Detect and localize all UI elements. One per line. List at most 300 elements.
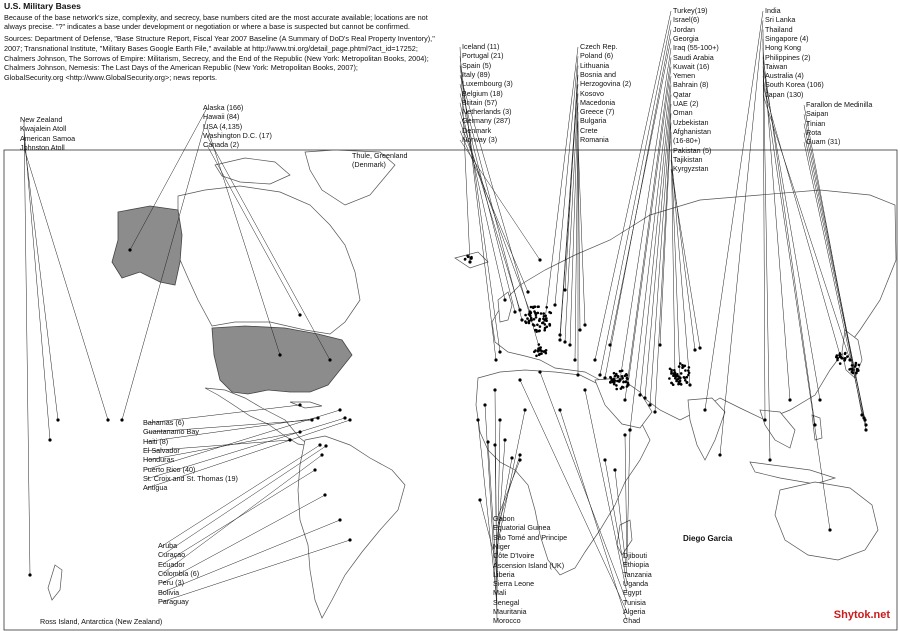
label-saudi-arabia: Saudi Arabia <box>673 52 714 62</box>
germany-cluster-dot <box>524 320 527 323</box>
germany-cluster-dot <box>524 314 527 317</box>
base-dot-mali <box>498 418 501 421</box>
label-singapore-4: Singapore (4) <box>765 33 809 43</box>
sources-line-4: Chalmers Johnson, Nemesis: The Last Days of the American Republic (New York: Metropolitan Books, 2007); <box>4 63 358 73</box>
base-dot-washington-d-c-17 <box>328 358 331 361</box>
label-thailand: Thailand <box>765 24 793 34</box>
leader-aruba <box>162 445 320 546</box>
label-spain-5: Spain (5) <box>462 60 492 70</box>
germany-cluster-dot <box>544 323 547 326</box>
base-dot-c-te-d-ivoire <box>503 438 506 441</box>
germany-cluster-dot <box>529 312 532 315</box>
label-crete: Crete <box>580 125 598 135</box>
japan-cluster-dot <box>855 362 858 365</box>
label-canada-2: Canada (2) <box>203 140 239 150</box>
thule-label: Thule, Greenland (Denmark) <box>352 151 408 170</box>
base-dot-philippines-2 <box>813 423 816 426</box>
iraq-cluster-dot <box>622 386 625 389</box>
label-morocco: Morocco <box>493 616 521 626</box>
germany-cluster-dot <box>540 312 543 315</box>
base-dot-jordan <box>603 376 606 379</box>
base-dot-bolivia <box>338 518 341 521</box>
iceland <box>455 252 488 268</box>
korea-cluster-dot <box>839 352 842 355</box>
afghanistan-cluster-dot <box>678 365 681 368</box>
germany-cluster-dot <box>544 315 547 318</box>
japan-cluster-dot <box>851 369 854 372</box>
label-netherlands-3: Netherlands (3) <box>462 107 512 117</box>
base-dot-uae-2 <box>648 403 651 406</box>
label-macedonia: Macedonia <box>580 97 616 107</box>
base-dot-pakistan-5 <box>688 383 691 386</box>
label-pakistan-5: Pakistan (5) <box>673 145 712 155</box>
japan-cluster-dot <box>858 364 861 367</box>
label-bosnia-and: Bosnia and <box>580 69 616 79</box>
label-bahrain-8: Bahrain (8) <box>673 80 709 90</box>
iraq-cluster-dot <box>609 376 612 379</box>
italy-cluster-dot <box>539 346 542 349</box>
base-dot-thailand <box>763 418 766 421</box>
base-dot-netherlands-3 <box>518 308 521 311</box>
germany-cluster-dot <box>542 318 545 321</box>
base-dot-kosovo <box>563 340 566 343</box>
germany-cluster-dot <box>530 318 533 321</box>
iraq-cluster-dot <box>625 380 628 383</box>
base-dot-romania <box>583 323 586 326</box>
map-header <box>4 2 444 83</box>
label-australia-4: Australia (4) <box>765 71 804 81</box>
label-tanzania: Tanzania <box>623 569 652 579</box>
germany-cluster-dot <box>534 305 537 308</box>
afghanistan-cluster-dot <box>672 374 675 377</box>
canada <box>178 186 360 334</box>
base-dot-iceland-11 <box>468 260 471 263</box>
afghanistan-cluster-dot <box>670 372 673 375</box>
label-luxembourg-3: Luxembourg (3) <box>462 79 513 89</box>
base-dot-puerto-rico-40 <box>338 408 341 411</box>
south-america <box>298 436 405 618</box>
label-czech-rep: Czech Rep. <box>580 42 618 51</box>
germany-cluster-dot <box>537 306 540 309</box>
label-mali: Mali <box>493 588 507 598</box>
label-bulgaria: Bulgaria <box>580 116 607 126</box>
label-alaska-166: Alaska (166) <box>203 103 244 112</box>
label-c-te-d-ivoire: Côte D'Ivoire <box>493 551 535 561</box>
afghanistan-cluster-dot <box>673 369 676 372</box>
label-kosovo: Kosovo <box>580 88 604 98</box>
label-poland-6: Poland (6) <box>580 51 614 61</box>
label-st-croix-and-st-thomas-19: St. Croix and St. Thomas (19) <box>143 473 238 483</box>
label-saipan: Saipan <box>806 109 829 119</box>
label-cura-ao: Curaçao <box>158 550 186 560</box>
base-dot-new-zealand <box>28 573 31 576</box>
iraq-cluster-dot <box>626 377 629 380</box>
germany-cluster-dot <box>545 319 548 322</box>
leader-american-samoa <box>24 139 58 420</box>
iraq-cluster-dot <box>618 380 621 383</box>
iraq-cluster-dot <box>627 382 630 385</box>
afghanistan-cluster-dot <box>679 380 682 383</box>
base-dot-rota <box>864 423 867 426</box>
afghanistan-cluster-dot <box>683 376 686 379</box>
korea-cluster-dot <box>839 355 842 358</box>
afghanistan-cluster-dot <box>670 369 673 372</box>
label-usa-4-135: USA (4,135) <box>203 121 243 131</box>
korea-cluster-dot <box>844 353 847 356</box>
base-dot-lithuania <box>563 288 566 291</box>
label-mauritania: Mauritania <box>493 607 527 616</box>
italy-cluster-dot <box>533 351 536 354</box>
southeast-asia <box>760 410 795 448</box>
base-dot-crete <box>576 373 579 376</box>
base-dot-sri-lanka <box>718 453 721 456</box>
label-india: India <box>765 6 781 15</box>
base-dot-qatar <box>643 396 646 399</box>
label-niger: Niger <box>493 541 511 551</box>
label-ethiopia: Ethiopia <box>623 560 649 570</box>
base-dot-poland-6 <box>553 303 556 306</box>
iceland-cluster-dot <box>464 258 467 261</box>
base-dot-ecuador <box>313 468 316 471</box>
afghanistan-cluster-dot <box>674 371 677 374</box>
label-portugal-21: Portugal (21) <box>462 51 504 61</box>
iraq-cluster-dot <box>620 387 623 390</box>
sources-line-1: Sources: Department of Defense, "Base Structure Report, Fiscal Year 2007 Baseline (A Summary of DoD's Real Property Inventory)," <box>4 34 435 44</box>
base-dot-macedonia <box>568 343 571 346</box>
label-16-80: (16-80+) <box>673 136 701 146</box>
label-denmark: Denmark <box>462 125 492 135</box>
label-kyrgyzstan: Kyrgyzstan <box>673 164 709 174</box>
label-herzogovina-2: Herzogovina (2) <box>580 79 632 89</box>
afghanistan-cluster-dot <box>675 374 678 377</box>
germany-cluster-dot <box>526 317 529 320</box>
afghanistan-cluster-dot <box>687 369 690 372</box>
germany-cluster-dot <box>535 330 538 333</box>
indonesia <box>750 462 835 484</box>
base-dot-hawaii-84 <box>120 418 123 421</box>
label-paraguay: Paraguay <box>158 596 189 606</box>
label-italy-89: Italy (89) <box>462 69 490 79</box>
label-sri-lanka: Sri Lanka <box>765 15 796 25</box>
map-intro: Because of the base network's size, complexity, and secrecy, base numbers cited are the most accurate available; locations are not always precise. "?" indicates a base under development or negotiation or where a base is suspected but cannot be confirmed. <box>4 12 428 32</box>
japan-cluster-dot <box>848 368 851 371</box>
germany-cluster-dot <box>530 306 533 309</box>
label-georgia: Georgia <box>673 33 699 43</box>
germany-cluster-dot <box>536 324 539 327</box>
label-turkey-19: Turkey(19) <box>673 6 708 15</box>
italy-cluster-dot <box>537 347 540 350</box>
base-dot-paraguay <box>348 538 351 541</box>
label-britain-57: Britain (57) <box>462 97 498 107</box>
label-afghanistan: Afghanistan <box>673 126 711 136</box>
label-egypt: Egypt <box>623 588 642 598</box>
base-dot-uzbekistan <box>658 343 661 346</box>
base-dot-alaska-166 <box>128 248 131 251</box>
italy-cluster-dot <box>535 355 538 358</box>
iceland-cluster-dot <box>470 256 473 259</box>
afghanistan-cluster-dot <box>680 372 683 375</box>
label-peru-3: Peru (3) <box>158 578 184 588</box>
label-japan-130: Japan (130) <box>765 89 804 99</box>
base-dot-oman <box>653 410 656 413</box>
base-dot-israel-6 <box>598 373 601 376</box>
base-dot-egypt <box>583 388 586 391</box>
label-romania: Romania <box>580 135 609 144</box>
base-dot-cura-ao <box>324 444 327 447</box>
base-dot-guam-31 <box>864 428 867 431</box>
watermark: Shytok.net <box>833 609 890 621</box>
mexico-central-america <box>205 388 310 446</box>
base-dot-algeria <box>518 378 521 381</box>
base-dot-portugal-21 <box>494 358 497 361</box>
label-germany-287: Germany (287) <box>462 116 511 126</box>
label-liberia: Liberia <box>493 569 515 579</box>
alaska-shape <box>112 206 182 285</box>
afghanistan-cluster-dot <box>679 362 682 365</box>
germany-cluster-dot <box>542 312 545 315</box>
base-dot-georgia <box>608 343 611 346</box>
base-dot-taiwan <box>818 398 821 401</box>
iraq-cluster-dot <box>621 377 624 380</box>
afghanistan-cluster-dot <box>684 379 687 382</box>
iraq-cluster-dot <box>619 370 622 373</box>
label-guantanamo-bay: Guantanamo Bay <box>143 427 199 437</box>
afghanistan-cluster-dot <box>686 381 689 384</box>
base-dot-johnston-atoll <box>106 418 109 421</box>
label-algeria: Algeria <box>623 606 646 616</box>
base-dot-japan-130 <box>848 358 851 361</box>
iraq-cluster-dot <box>609 381 612 384</box>
iraq-cluster-dot <box>626 385 629 388</box>
italy-cluster-dot <box>540 352 543 355</box>
label-tinian: Tinian <box>806 118 826 128</box>
base-dot-equatorial-guinea <box>518 453 521 456</box>
afghanistan-cluster-dot <box>686 376 689 379</box>
base-dot-peru-3 <box>323 493 326 496</box>
base-dot-tanzania <box>613 468 616 471</box>
leader-johnston-atoll <box>24 148 108 420</box>
label-antigua: Antigua <box>143 483 168 493</box>
germany-cluster-dot <box>538 329 541 332</box>
base-dot-britain-57 <box>503 298 506 301</box>
iraq-cluster-dot <box>622 381 625 384</box>
base-dot-norway-3 <box>538 258 541 261</box>
label-philippines-2: Philippines (2) <box>765 52 811 62</box>
base-dot-chad <box>558 408 561 411</box>
base-dot-greece-7 <box>573 358 576 361</box>
label-gabon: Gabon <box>493 514 515 523</box>
base-dot-bosnia-and <box>558 333 561 336</box>
germany-cluster-dot <box>546 326 549 329</box>
afghanistan-cluster-dot <box>687 374 690 377</box>
iraq-cluster-dot <box>615 384 618 387</box>
korea-cluster-dot <box>835 356 838 359</box>
base-dot-kwajalein-atoll <box>48 438 51 441</box>
afghanistan-cluster-dot <box>688 372 691 375</box>
label-aruba: Aruba <box>158 541 178 550</box>
base-dot-denmark <box>526 290 529 293</box>
base-dot-el-salvador <box>288 438 291 441</box>
antarctica-label: Ross Island, Antarctica (New Zealand) <box>40 617 163 626</box>
afghanistan-cluster-dot <box>675 380 678 383</box>
japan-cluster-dot <box>857 369 860 372</box>
base-dot-niger <box>523 408 526 411</box>
label-s-o-tom-and-principe: São Tomé and Principe <box>493 532 568 542</box>
germany-cluster-dot <box>537 312 540 315</box>
label-puerto-rico-40: Puerto Rico (40) <box>143 464 196 474</box>
label-ascension-island-uk: Ascension Island (UK) <box>493 560 565 570</box>
germany-cluster-dot <box>533 318 536 321</box>
iraq-cluster-dot <box>617 375 620 378</box>
iceland-cluster-dot <box>467 255 470 258</box>
base-dot-uganda <box>603 458 606 461</box>
base-dot-bahrain-8 <box>638 393 641 396</box>
base-dot-ethiopia <box>623 433 626 436</box>
india <box>688 398 725 460</box>
label-israel-6: Israel(6) <box>673 15 700 25</box>
japan-cluster-dot <box>854 365 857 368</box>
iraq-cluster-dot <box>625 374 628 377</box>
diego-garcia-label: Diego Garcia <box>683 534 733 543</box>
base-dot-bulgaria <box>578 328 581 331</box>
base-dot-saudi-arabia <box>623 398 626 401</box>
afghanistan-cluster-dot <box>688 366 691 369</box>
sources-line-2: 2007; Transnational Institute, "Military Bases Google Earth File," available at http://www.tni.org/detail_page.phtml?act_id=17252; <box>4 43 418 53</box>
madagascar <box>617 520 632 555</box>
base-dot-st-croix-and-st-thomas-19 <box>343 416 346 419</box>
label-equatorial-guinea: Equatorial Guinea <box>493 523 551 533</box>
japan-cluster-dot <box>855 372 858 375</box>
base-dot-usa-4-135 <box>278 353 281 356</box>
sources-line-3: Chalmers Johnson, The Sorrows of Empire: Militarism, Secrecy, and the End of the Republic (New York: Metropolitan Books, 2004); <box>4 53 429 63</box>
label-yemen: Yemen <box>673 71 696 81</box>
base-dot-kyrgyzstan <box>698 346 701 349</box>
label-hawaii-84: Hawaii (84) <box>203 112 240 122</box>
base-dot-bahamas-6 <box>298 403 301 406</box>
base-dot-honduras <box>298 430 301 433</box>
iraq-cluster-dot <box>615 388 618 391</box>
label-uganda: Uganda <box>623 578 649 588</box>
base-dot-sierra-leone <box>486 440 489 443</box>
afghanistan-cluster-dot <box>684 369 687 372</box>
label-sierra-leone: Sierra Leone <box>493 579 535 589</box>
base-dot-turkey-19 <box>593 358 596 361</box>
label-honduras: Honduras <box>143 455 175 465</box>
label-greece-7: Greece (7) <box>580 107 615 117</box>
label-tunisia: Tunisia <box>623 597 646 607</box>
base-dot-senegal <box>476 418 479 421</box>
germany-cluster-dot <box>545 306 548 309</box>
label-kuwait-16: Kuwait (16) <box>673 61 710 71</box>
base-dot-antigua <box>348 418 351 421</box>
base-dot-luxembourg-3 <box>520 318 523 321</box>
afghanistan-cluster-dot <box>682 365 685 368</box>
sources-line-5: GlobalSecurity.org <http://www.GlobalSecurity.org>; news reports. <box>4 72 218 82</box>
korea-cluster-dot <box>839 362 842 365</box>
korea-cluster-dot <box>846 355 849 358</box>
label-washington-d-c-17: Washington D.C. (17) <box>203 130 272 140</box>
base-dot-farallon-de-medinilla <box>860 413 863 416</box>
base-dot-india <box>703 408 706 411</box>
australia <box>775 482 878 560</box>
base-dot-herzogovina-2 <box>558 338 561 341</box>
base-dot-guantanamo-bay <box>310 418 313 421</box>
label-senegal: Senegal <box>493 597 520 607</box>
germany-cluster-dot <box>528 320 531 323</box>
label-johnston-atoll: Johnston Atoll <box>20 142 65 152</box>
base-dot-ascension-island-uk <box>478 498 481 501</box>
base-dot-hong-kong <box>788 398 791 401</box>
label-south-korea-106: South Korea (106) <box>765 80 824 90</box>
label-farallon-de-medinilla: Farallon de Medinilla <box>806 100 873 109</box>
germany-cluster-dot <box>533 310 536 313</box>
germany-cluster-dot <box>533 324 536 327</box>
label-rota: Rota <box>806 127 822 137</box>
base-dot-spain-5 <box>498 350 501 353</box>
label-guam-31: Guam (31) <box>806 137 841 147</box>
iraq-cluster-dot <box>614 379 617 382</box>
label-ecuador: Ecuador <box>158 559 185 569</box>
base-dot-djibouti <box>628 428 631 431</box>
afghanistan-cluster-dot <box>672 383 675 386</box>
leader-kwajalein-atoll <box>24 129 50 440</box>
label-american-samoa: American Samoa <box>20 133 76 143</box>
new-zealand <box>48 565 62 600</box>
cuba-caribbean <box>290 402 322 408</box>
label-colombia-6: Colombia (6) <box>158 568 200 578</box>
korea-cluster-dot <box>844 358 847 361</box>
base-dot-singapore-4 <box>768 458 771 461</box>
label-djibouti: Djibouti <box>623 551 647 560</box>
label-uae-2: UAE (2) <box>673 99 699 108</box>
japan-cluster-dot <box>851 364 854 367</box>
germany-cluster-dot <box>549 324 552 327</box>
germany-cluster-dot <box>548 311 551 314</box>
iraq-cluster-dot <box>613 372 616 375</box>
label-qatar: Qatar <box>673 89 691 99</box>
italy-cluster-dot <box>540 350 543 353</box>
germany-cluster-dot <box>545 317 548 320</box>
label-new-zealand: New Zealand <box>20 115 63 124</box>
italy-cluster-dot <box>544 350 547 353</box>
germany-cluster-dot <box>541 322 544 325</box>
base-dot-australia-4 <box>828 528 831 531</box>
base-dot-morocco <box>493 388 496 391</box>
base-dot-colombia-6 <box>320 453 323 456</box>
base-dot-haiti-8 <box>316 416 319 419</box>
base-dot-aruba <box>318 443 321 446</box>
label-belgium-18: Belgium (18) <box>462 88 503 98</box>
label-kwajalein-atoll: Kwajalein Atoll <box>20 124 67 134</box>
germany-cluster-dot <box>535 316 538 319</box>
iraq-cluster-dot <box>612 381 615 384</box>
label-bahamas-6: Bahamas (6) <box>143 418 185 427</box>
base-dot-gabon <box>518 458 521 461</box>
base-dot-liberia <box>493 443 496 446</box>
italy-cluster-dot <box>537 350 540 353</box>
label-jordan: Jordan <box>673 24 695 34</box>
label-bolivia: Bolivia <box>158 587 180 597</box>
base-dot-tinian <box>863 418 866 421</box>
base-dot-tunisia <box>538 370 541 373</box>
label-uzbekistan: Uzbekistan <box>673 117 709 127</box>
label-tajikistan: Tajikistan <box>673 154 703 164</box>
iraq-cluster-dot <box>614 375 617 378</box>
afghanistan-cluster-dot <box>679 382 682 385</box>
germany-cluster-dot <box>539 318 542 321</box>
label-oman: Oman <box>673 108 693 118</box>
label-iceland-11: Iceland (11) <box>462 42 500 51</box>
